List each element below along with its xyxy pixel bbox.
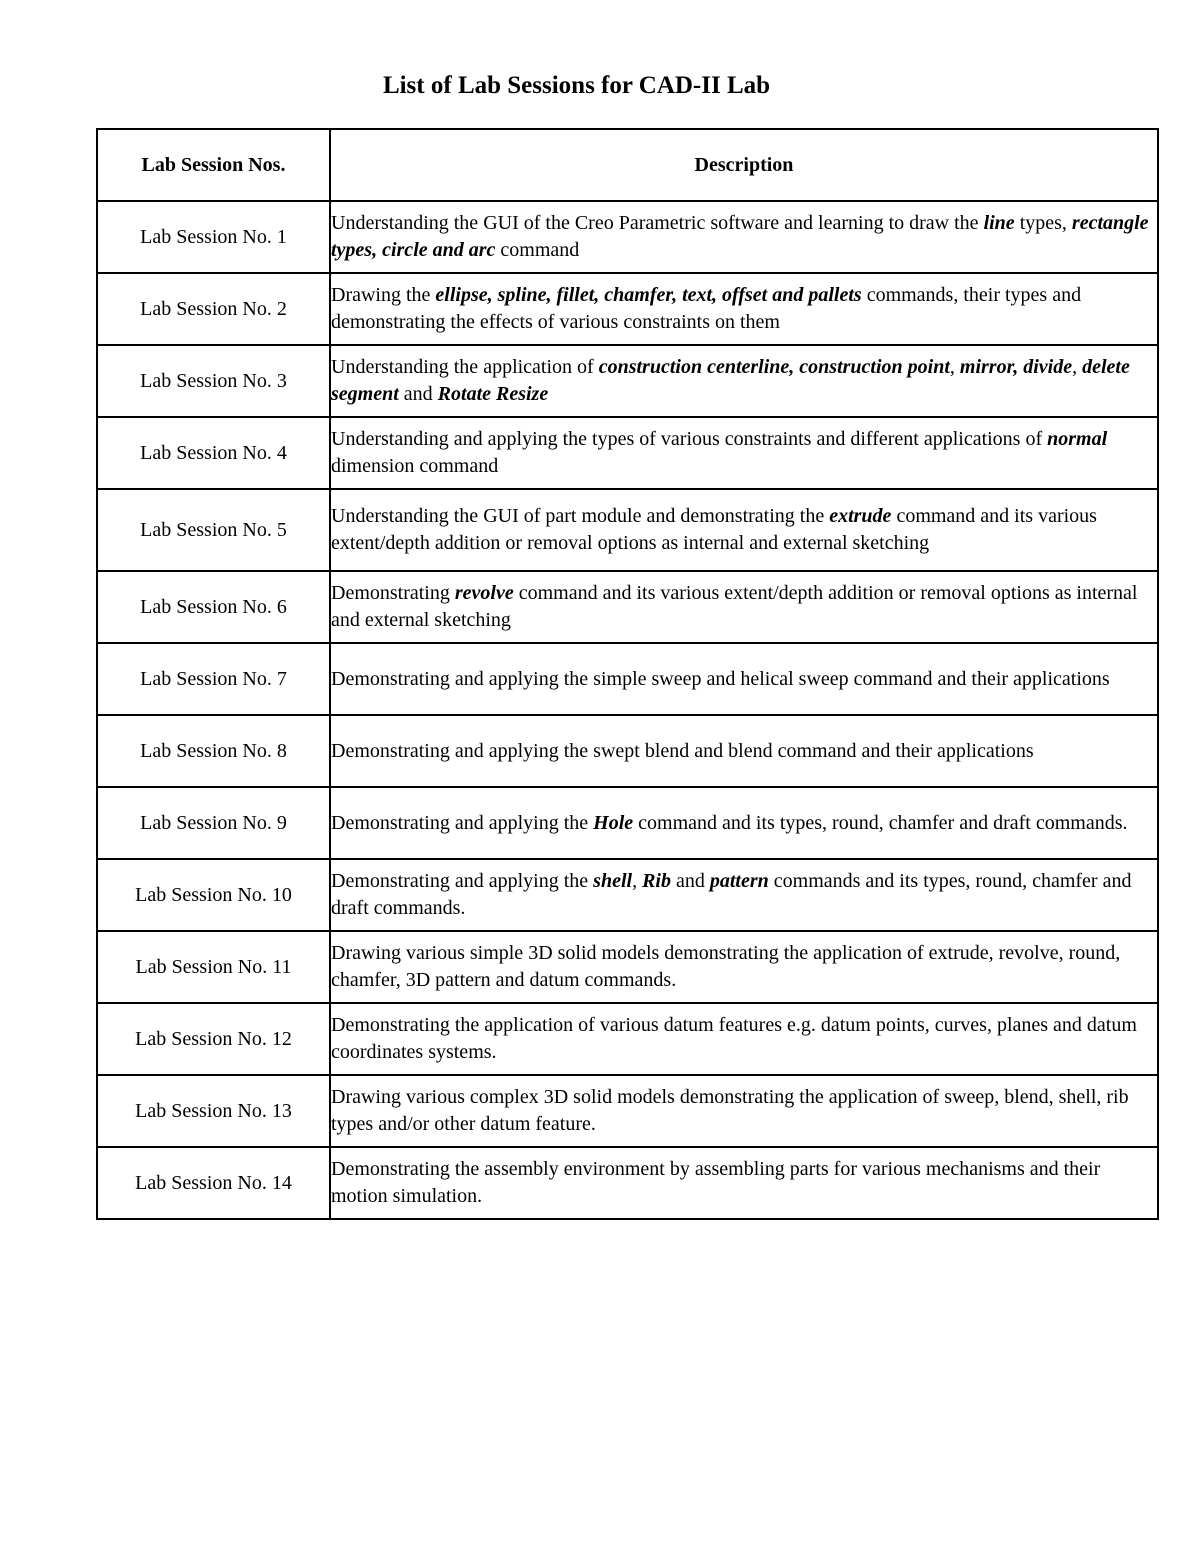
emphasized-command-text: extrude: [829, 505, 892, 527]
session-number-cell: Lab Session No. 6: [97, 571, 330, 643]
session-description-cell: [330, 931, 1158, 1003]
description-text: command: [495, 239, 580, 261]
description-text: commands and its types, round, chamfer and draft commands.: [331, 870, 1132, 919]
emphasized-command-text: revolve: [454, 582, 514, 604]
session-description-cell: [330, 201, 1158, 273]
table-row: [97, 201, 1158, 273]
description-text: Understanding and applying the types of various constraints and different applications of: [331, 428, 1048, 450]
session-number-cell: Lab Session No. 8: [97, 715, 330, 787]
session-number-cell: Lab Session No. 13: [97, 1075, 330, 1147]
description-text: Understanding the application of: [331, 356, 599, 378]
session-number-cell: Lab Session No. 14: [97, 1147, 330, 1219]
table-row: [97, 787, 1158, 859]
description-text: Demonstrating and applying the swept blend and blend command and their applications: [331, 739, 1034, 762]
session-description-cell: [330, 1075, 1158, 1147]
session-description-cell: [330, 859, 1158, 931]
table-row: [97, 273, 1158, 345]
session-number-cell: Lab Session No. 5: [97, 489, 330, 571]
emphasized-command-text: rectangle types, circle and arc: [331, 212, 1149, 261]
description-text: Understanding the GUI of part module and demonstrating the: [331, 505, 830, 527]
emphasized-command-text: Hole: [593, 811, 634, 834]
session-number-cell: Lab Session No. 12: [97, 1003, 330, 1075]
emphasized-command-text: shell: [593, 870, 633, 892]
session-number-cell: Lab Session No. 10: [97, 859, 330, 931]
description-text: command and its types, round, chamfer and draft commands.: [633, 811, 1128, 834]
lab-sessions-table: [96, 128, 1159, 1220]
session-description-cell: [330, 345, 1158, 417]
session-number-cell: Lab Session No. 7: [97, 643, 330, 715]
session-description-cell: [330, 643, 1158, 715]
session-number-cell: Lab Session No. 2: [97, 273, 330, 345]
session-number-cell: Lab Session No. 3: [97, 345, 330, 417]
table-row: [97, 345, 1158, 417]
session-description-cell: [330, 787, 1158, 859]
table-row: [97, 1003, 1158, 1075]
table-body: [97, 201, 1158, 1219]
description-text: Drawing various complex 3D solid models demonstrating the application of sweep, blend, shell, rib types and/or other datum feature.: [331, 1086, 1129, 1135]
description-text: Demonstrating: [331, 582, 455, 604]
description-text: ,: [949, 356, 960, 378]
description-text: command and its various extent/depth addition or removal options as internal and external sketching: [331, 505, 1097, 554]
table-row: [97, 489, 1158, 571]
description-text: Drawing various simple 3D solid models demonstrating the application of extrude, revolve, round, chamfer, 3D pattern and datum commands.: [331, 942, 1121, 991]
session-description-cell: [330, 571, 1158, 643]
emphasized-command-text: line: [983, 212, 1015, 234]
description-text: Demonstrating the assembly environment by assembling parts for various mechanisms and their motion simulation.: [331, 1158, 1101, 1207]
page-title: List of Lab Sessions for CAD-II Lab: [382, 72, 771, 99]
description-text: types,: [1014, 212, 1072, 234]
column-header-description: Description: [330, 129, 1158, 201]
session-number-cell: Lab Session No. 9: [97, 787, 330, 859]
emphasized-command-text: Rib: [642, 870, 671, 892]
table-row: [97, 1075, 1158, 1147]
table-header-row: [97, 129, 1158, 201]
table-row: [97, 931, 1158, 1003]
description-text: Drawing the: [331, 284, 436, 306]
description-text: commands, their types and demonstrating the effects of various constraints on them: [331, 284, 1082, 333]
description-text: and: [670, 870, 710, 892]
session-description-cell: [330, 1003, 1158, 1075]
session-number-cell: Lab Session No. 4: [97, 417, 330, 489]
description-text: Demonstrating and applying the simple sweep and helical sweep command and their applications: [331, 667, 1110, 690]
session-number-cell: Lab Session No. 11: [97, 931, 330, 1003]
table-row: [97, 643, 1158, 715]
description-text: ,: [632, 870, 643, 892]
session-description-cell: [330, 273, 1158, 345]
column-header-session: Lab Session Nos.: [97, 129, 330, 201]
description-text: Understanding the GUI of the Creo Parametric software and learning to draw the: [331, 212, 984, 234]
emphasized-command-text: delete segment: [331, 356, 1130, 405]
emphasized-command-text: mirror, divide: [959, 356, 1073, 378]
description-text: Demonstrating and applying the: [331, 870, 594, 892]
emphasized-command-text: construction centerline, construction point: [598, 356, 950, 378]
session-description-cell: [330, 417, 1158, 489]
description-text: Demonstrating and applying the: [331, 811, 594, 834]
description-text: command and its various extent/depth addition or removal options as internal and external sketching: [331, 582, 1138, 631]
session-description-cell: [330, 1147, 1158, 1219]
description-text: ,: [1072, 356, 1083, 378]
description-text: Demonstrating the application of various datum features e.g. datum points, curves, planes and datum coordinates systems.: [331, 1014, 1137, 1063]
table-row: [97, 1147, 1158, 1219]
description-text: dimension command: [331, 455, 499, 477]
table-row: [97, 859, 1158, 931]
description-text: and: [398, 383, 438, 405]
emphasized-command-text: normal: [1047, 428, 1108, 450]
emphasized-command-text: ellipse, spline, fillet, chamfer, text, offset and pallets: [435, 284, 862, 306]
session-description-cell: [330, 715, 1158, 787]
table-row: [97, 715, 1158, 787]
emphasized-command-text: Rotate Resize: [437, 383, 549, 405]
table-row: [97, 571, 1158, 643]
table-row: [97, 417, 1158, 489]
session-description-cell: [330, 489, 1158, 571]
session-number-cell: Lab Session No. 1: [97, 201, 330, 273]
emphasized-command-text: pattern: [709, 870, 769, 892]
